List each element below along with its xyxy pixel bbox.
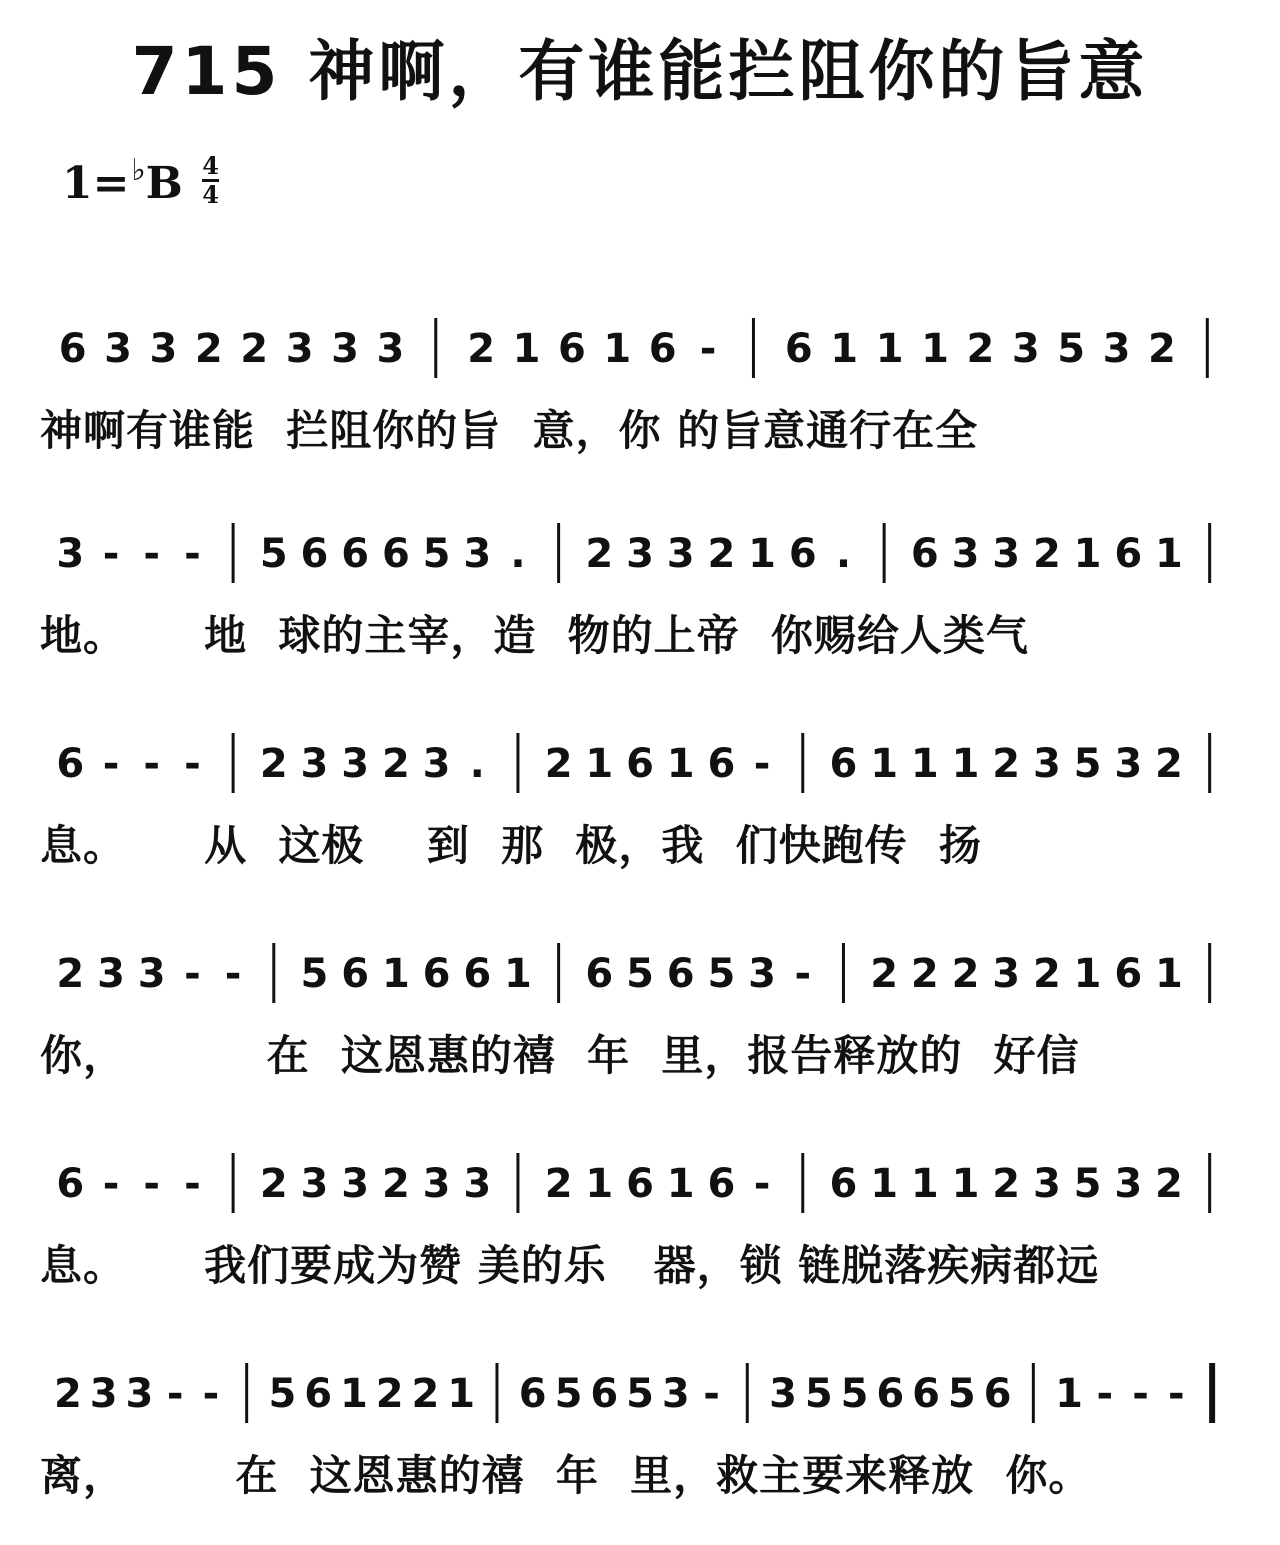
note: 6: [912, 1371, 940, 1417]
notation-svg: [0, 925, 1280, 1015]
notation-svg: [0, 300, 1280, 390]
notation-line: [0, 1135, 1280, 1225]
note: 1: [447, 1371, 476, 1417]
note: 2: [544, 741, 573, 787]
dash-extension: -: [794, 951, 812, 997]
note: 5: [554, 1371, 583, 1417]
note: 5: [422, 531, 451, 577]
note: 3: [300, 741, 329, 787]
dash-extension: -: [166, 1371, 184, 1417]
note: 6: [626, 741, 654, 787]
note: 3: [626, 531, 654, 577]
time-sig-bottom: 4: [202, 180, 219, 209]
note: 1: [921, 326, 949, 372]
note: 3: [104, 326, 132, 372]
note: 1: [585, 1161, 614, 1207]
lyrics-line: 神啊有谁能 拦阻你的旨 意，你 的旨意通行在全: [40, 406, 979, 455]
note: 1: [830, 326, 859, 372]
note: 1: [951, 1161, 980, 1207]
dash-extension: -: [202, 1371, 220, 1417]
song-title: 715 神啊，有谁能拦阻你的旨意: [131, 33, 1149, 110]
time-signature: [202, 153, 219, 208]
score-system: [0, 1135, 1280, 1335]
note: 1: [340, 1371, 368, 1417]
note: 3: [331, 326, 359, 372]
dash-extension: -: [224, 951, 242, 997]
note: 6: [1114, 951, 1143, 997]
notation-line: [0, 300, 1280, 390]
note: 6: [304, 1371, 333, 1417]
note: 5: [840, 1371, 869, 1417]
dash-extension: -: [699, 326, 717, 372]
note: 2: [910, 951, 939, 997]
score-system: [0, 300, 1280, 500]
note: 1: [585, 741, 614, 787]
note: 3: [422, 1161, 451, 1207]
note: 5: [707, 951, 736, 997]
key-eq: =: [92, 158, 130, 209]
note: 5: [626, 951, 654, 997]
note: 6: [876, 1371, 905, 1417]
note: 6: [558, 326, 586, 372]
time-sig-top: 4: [202, 151, 219, 180]
note: 1: [512, 326, 541, 372]
score-system: [0, 715, 1280, 915]
note: 3: [1011, 326, 1040, 372]
note: 3: [422, 741, 451, 787]
lyrics-line: 离， 在 这恩惠的禧 年 里，救主要来释放 你。: [40, 1451, 1092, 1500]
note: 6: [381, 531, 410, 577]
key-signature: [62, 151, 219, 214]
note: 2: [992, 741, 1021, 787]
lyrics-line: 息。 我们要成为赞 美的乐 器，锁 链脱落疾病都远: [40, 1241, 1100, 1290]
note: 5: [626, 1371, 654, 1417]
note: 2: [381, 741, 410, 787]
note: 3: [89, 1371, 118, 1417]
note: 1: [748, 531, 776, 577]
dash-extension: -: [143, 1161, 161, 1207]
dash-extension: -: [102, 1161, 120, 1207]
note: 6: [666, 951, 695, 997]
dash-extension: -: [703, 1371, 720, 1417]
note: 3: [1114, 741, 1143, 787]
note: 2: [467, 326, 496, 372]
note: 6: [829, 1161, 858, 1207]
note: 2: [1032, 951, 1061, 997]
note: 1: [1073, 531, 1102, 577]
note: 6: [518, 1371, 547, 1417]
dash-extension: -: [143, 741, 161, 787]
note: 5: [1073, 1161, 1102, 1207]
note: 6: [590, 1371, 619, 1417]
notation-line: [0, 505, 1280, 595]
note: 6: [463, 951, 492, 997]
score-system: [0, 1345, 1280, 1545]
note: 6: [626, 1161, 654, 1207]
note: 3: [1102, 326, 1131, 372]
dash-extension: -: [184, 741, 201, 787]
note: 3: [137, 951, 166, 997]
notation-svg: [0, 1345, 1280, 1435]
note: 1: [1073, 951, 1102, 997]
note: 2: [240, 326, 269, 372]
key-one: 1: [62, 158, 93, 209]
dash-extension: -: [1096, 1371, 1114, 1417]
dash-extension: -: [1132, 1371, 1149, 1417]
note: 2: [1155, 741, 1183, 787]
dash-extension: -: [1168, 1371, 1185, 1417]
score-system: [0, 505, 1280, 705]
note: 2: [951, 951, 980, 997]
note: 2: [585, 531, 614, 577]
note: 2: [707, 531, 736, 577]
notation-svg: [0, 1135, 1280, 1225]
note: 5: [300, 951, 329, 997]
dash-extension: -: [184, 531, 201, 577]
note: 3: [1114, 1161, 1143, 1207]
note: 6: [58, 326, 87, 372]
notation-svg: [0, 505, 1280, 595]
note: 6: [784, 326, 813, 372]
note: 5: [1057, 326, 1086, 372]
note: 1: [875, 326, 904, 372]
note: 6: [56, 741, 85, 787]
note: 3: [463, 531, 492, 577]
note: 1: [381, 951, 410, 997]
note: 3: [56, 531, 85, 577]
dash-extension: -: [102, 741, 120, 787]
note: 3: [97, 951, 125, 997]
note: 3: [992, 531, 1021, 577]
notation-line: [0, 925, 1280, 1015]
note: 1: [910, 1161, 939, 1207]
note: 2: [992, 1161, 1021, 1207]
note: 3: [661, 1371, 690, 1417]
note: 2: [1148, 326, 1176, 372]
note: 6: [300, 531, 329, 577]
note: 3: [951, 531, 980, 577]
note: 3: [376, 326, 405, 372]
note: 6: [829, 741, 858, 787]
note: 6: [1114, 531, 1143, 577]
dash-extension: -: [143, 531, 161, 577]
note: 3: [1032, 1161, 1061, 1207]
note: 3: [341, 741, 370, 787]
lyrics-line: 地。 地 球的主宰，造 物的上帝 你赐给人类气: [40, 611, 1029, 660]
dash-extension: -: [102, 531, 120, 577]
dot-mark: .: [835, 531, 852, 577]
note: 6: [788, 531, 817, 577]
note: 1: [666, 1161, 695, 1207]
note: 3: [1032, 741, 1061, 787]
dash-extension: -: [753, 1161, 771, 1207]
note: 6: [910, 531, 939, 577]
note: 3: [666, 531, 695, 577]
note: 5: [259, 531, 288, 577]
note: 5: [268, 1371, 297, 1417]
note: 3: [341, 1161, 370, 1207]
note: 3: [125, 1371, 154, 1417]
note: 3: [992, 951, 1021, 997]
note: 2: [1032, 531, 1061, 577]
note: 2: [544, 1161, 573, 1207]
note: 2: [56, 951, 85, 997]
lyrics-line: 息。 从 这极 到 那 极，我 们快跑传 扬: [40, 821, 982, 870]
note: 1: [1155, 531, 1183, 577]
note: 6: [585, 951, 614, 997]
note: 1: [910, 741, 939, 787]
note: 5: [947, 1371, 976, 1417]
note: 2: [53, 1371, 82, 1417]
notation-svg: [0, 715, 1280, 805]
score-system: [0, 925, 1280, 1125]
note: 3: [769, 1371, 797, 1417]
dash-extension: -: [184, 1161, 201, 1207]
note: 2: [966, 326, 995, 372]
note: 2: [1155, 1161, 1183, 1207]
note: 6: [341, 531, 370, 577]
notation-line: [0, 1345, 1280, 1435]
note: 6: [707, 741, 736, 787]
note: 1: [870, 741, 899, 787]
note: 3: [300, 1161, 329, 1207]
note: 6: [983, 1371, 1012, 1417]
notation-line: [0, 715, 1280, 805]
note: 6: [341, 951, 370, 997]
lyrics-line: 你， 在 这恩惠的禧 年 里，报告释放的 好信: [40, 1031, 1080, 1080]
note: 1: [666, 741, 695, 787]
note: 6: [648, 326, 677, 372]
note: 1: [1155, 951, 1183, 997]
note: 2: [870, 951, 899, 997]
note: 2: [375, 1371, 404, 1417]
note: 6: [422, 951, 451, 997]
dot-mark: .: [510, 531, 526, 577]
note: 5: [804, 1371, 833, 1417]
note: 1: [504, 951, 532, 997]
note: 2: [381, 1161, 410, 1207]
dash-extension: -: [753, 741, 771, 787]
note: 3: [463, 1161, 492, 1207]
dot-mark: .: [469, 741, 485, 787]
note: 2: [194, 326, 223, 372]
key-note: B: [145, 158, 183, 209]
flat-sign: ♭: [131, 153, 146, 188]
note: 3: [748, 951, 776, 997]
note: 2: [259, 741, 288, 787]
note: 2: [259, 1161, 288, 1207]
note: 1: [603, 326, 632, 372]
note: 1: [951, 741, 980, 787]
note: 3: [285, 326, 314, 372]
note: 3: [149, 326, 178, 372]
note: 6: [56, 1161, 85, 1207]
dash-extension: -: [184, 951, 201, 997]
note: 5: [1073, 741, 1102, 787]
note: 1: [870, 1161, 899, 1207]
note: 1: [1055, 1371, 1084, 1417]
note: 2: [411, 1371, 440, 1417]
note: 6: [707, 1161, 736, 1207]
